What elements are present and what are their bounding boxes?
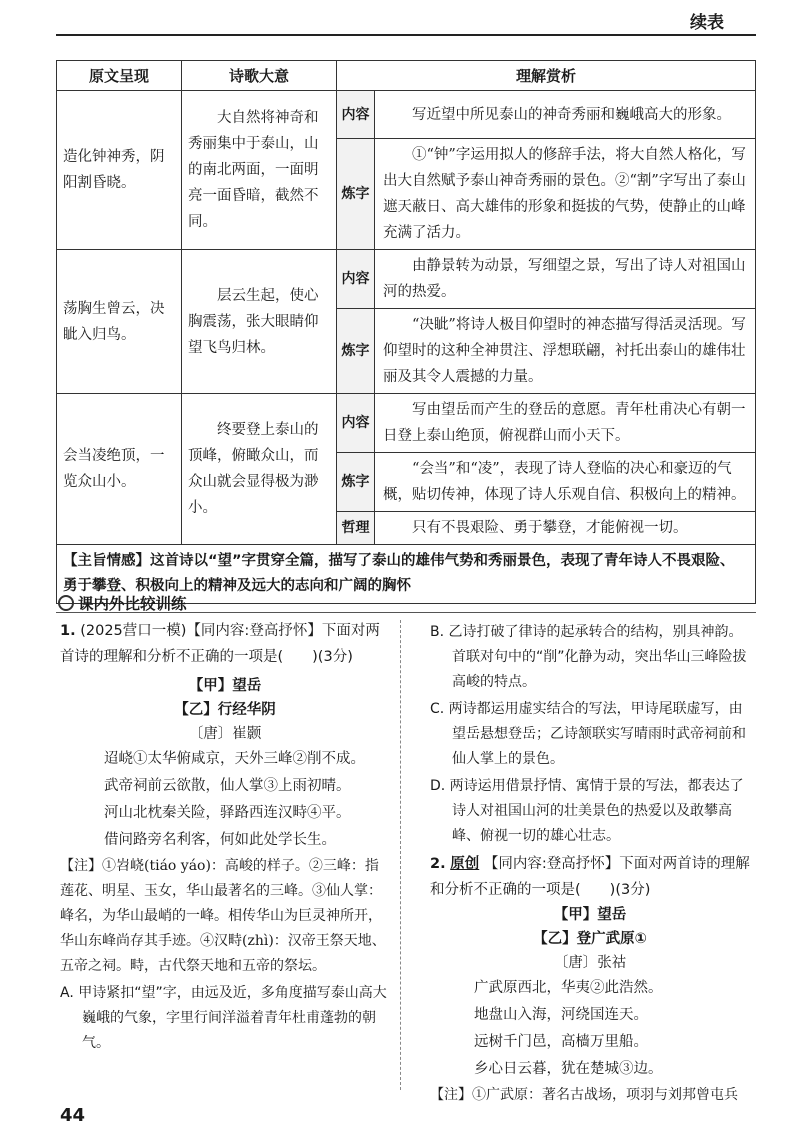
analysis-word-1: ①“钟”字运用拟人的修辞手法，将大自然人格化，写出大自然赋予泰山神奇秀丽的景色。②“割”字写出了泰山遮天蔽日、高大雄伟的形象和挺拔的气势，使静止的山峰充满了活力。 [375,139,756,250]
original-text-1: 造化钟神秀，阴阳割昏晓。 [57,91,182,250]
table-row [57,394,756,453]
analysis-content-1: 写近望中所见泰山的神奇秀丽和巍峨高大的形象。 [375,91,756,139]
continued-table-label: 续表 [690,13,724,33]
analysis-philosophy-3: 只有不畏艰险、勇于攀登，才能俯视一切。 [375,512,756,545]
column-divider [400,620,401,1090]
poem-line: 迢峣①太华俯咸京，天外三峰②削不成。 [104,751,365,767]
poem-line: 武帝祠前云欲散，仙人掌③上雨初晴。 [104,778,351,794]
poem-line: 河山北枕秦关险，驿路西连汉畤④平。 [104,805,351,821]
analysis-content-3: 写由望岳而产生的登岳的意愿。青年杜甫决心有朝一日登上泰山绝顶，俯视群山而小天下。 [375,394,756,453]
right-column [430,618,750,1108]
meaning-text-1: 大自然将神奇和秀丽集中于泰山，山的南北两面，一面明亮一面昏暗，截然不同。 [182,91,337,250]
q1-option-b: B. 乙诗打破了律诗的起承转合的结构，别具神韵。首联对句中的“削”化静为动，突出华山三峰险拔高峻的特点。 [430,624,747,690]
header-analysis: 理解赏析 [337,61,756,91]
meaning-text-3: 终要登上泰山的顶峰，俯瞰众山，而众山就会显得极为渺小。 [182,394,337,545]
left-column [60,618,390,1056]
table-row [57,91,756,139]
analysis-table [56,60,756,604]
header-rule [56,34,756,36]
poem-line: 地盘山入海，河绕国连天。 [474,1007,648,1023]
q1-poem-b-title: 【乙】行经华阴 [174,702,276,718]
label-word-1: 炼字 [337,139,375,250]
question-1-stem [60,618,390,670]
label-philosophy-3: 哲理 [337,512,375,545]
q1-option-a: A. 甲诗紧扣“望”字，由远及近，多角度描写泰山高大巍峨的气象，字里行间洋溢着青年杜甫蓬勃的朝气。 [60,985,387,1051]
q2-poem-b-title: 【乙】登广武原① [533,931,647,947]
q1-poem-author: 〔唐〕崔颢 [188,726,262,742]
header-meaning: 诗歌大意 [182,61,337,91]
poem-line: 广武原西北，华夷②此浩然。 [474,980,663,996]
label-word-3: 炼字 [337,453,375,512]
poem-line: 借问路旁名利客，何如此处学长生。 [104,832,336,848]
label-content-3: 内容 [337,394,375,453]
meaning-text-2: 层云生起，使心胸震荡，张大眼睛仰望飞鸟归林。 [182,250,337,394]
theme-summary: 【主旨情感】这首诗以“望”字贯穿全篇，描写了泰山的雄伟气势和秀丽景色，表现了青年诗人不畏艰险、勇于攀登、积极向上的精神及远大的志向和广阔的胸怀 [57,545,756,604]
q1-option-c: C. 两诗都运用虚实结合的写法，甲诗尾联虚写，由望岳悬想登岳；乙诗颔联实写晴雨时武帝祠前和仙人掌上的景色。 [430,701,746,767]
original-tag: 原创 [450,856,480,872]
q2-poem-a-title: 【甲】望岳 [553,907,627,923]
q1-option-d: D. 两诗运用借景抒情、寓情于景的写法，都表达了诗人对祖国山河的壮美景色的热爱以及敢攀高峰、俯视一切的雄心壮志。 [430,778,744,844]
original-text-3: 会当凌绝顶，一览众山小。 [57,394,182,545]
header-original: 原文呈现 [57,61,182,91]
q2-poem-body [430,975,750,1083]
label-word-2: 炼字 [337,309,375,394]
section-heading [58,592,187,614]
q1-notes: 【注】①岧峣(tiáo yáo)：高峻的样子。②三峰：指莲花、明星、玉女，华山最著名的三峰。③仙人掌：峰名，为华山最峭的一峰。相传华山为巨灵神所开，华山东峰尚存其手迹。④汉畤(zhì)：汉帝王祭天地、五帝之祠。畤，古代祭天地和五帝的祭坛。 [60,858,386,974]
analysis-word-3: “会当”和“凌”，表现了诗人登临的决心和豪迈的气概，贴切传神，体现了诗人乐观自信、积极向上的精神。 [375,453,756,512]
page-number: 44 [60,1105,86,1126]
q1-poem-body [60,746,390,854]
table-header-row [57,61,756,91]
original-text-2: 荡胸生曾云，决眦入归鸟。 [57,250,182,394]
question-2-number: 2. [430,856,446,872]
analysis-word-2: “决眦”将诗人极目仰望时的神态描写得活灵活现。写仰望时的这种全神贯注、浮想联翩，衬托出泰山的雄伟壮丽及其令人震撼的力量。 [375,309,756,394]
label-content-1: 内容 [337,91,375,139]
poem-line: 乡心日云暮，犹在楚城③边。 [474,1061,663,1077]
table-row [57,250,756,309]
question-2-stem [430,851,750,903]
q2-notes: 【注】①广武原：著名古战场，项羽与刘邦曾屯兵 [430,1087,738,1103]
section-circle-icon [58,595,74,611]
section-title: 课内外比较训练 [78,595,187,613]
label-content-2: 内容 [337,250,375,309]
analysis-content-2: 由静景转为动景，写细望之景，写出了诗人对祖国山河的热爱。 [375,250,756,309]
question-1-number: 1. [60,623,76,639]
poem-line: 远树千门邑，高樯万里船。 [474,1034,648,1050]
question-1-text: (2025营口一模)【同内容:登高抒怀】下面对两首诗的理解和分析不正确的一项是( )(3分) [60,623,380,665]
q1-poem-a-title: 【甲】望岳 [188,678,262,694]
question-2-text: 【同内容:登高抒怀】下面对两首诗的理解和分析不正确的一项是( )(3分) [430,856,750,898]
q2-poem-author: 〔唐〕张祜 [553,955,627,971]
section-rule [56,612,756,613]
